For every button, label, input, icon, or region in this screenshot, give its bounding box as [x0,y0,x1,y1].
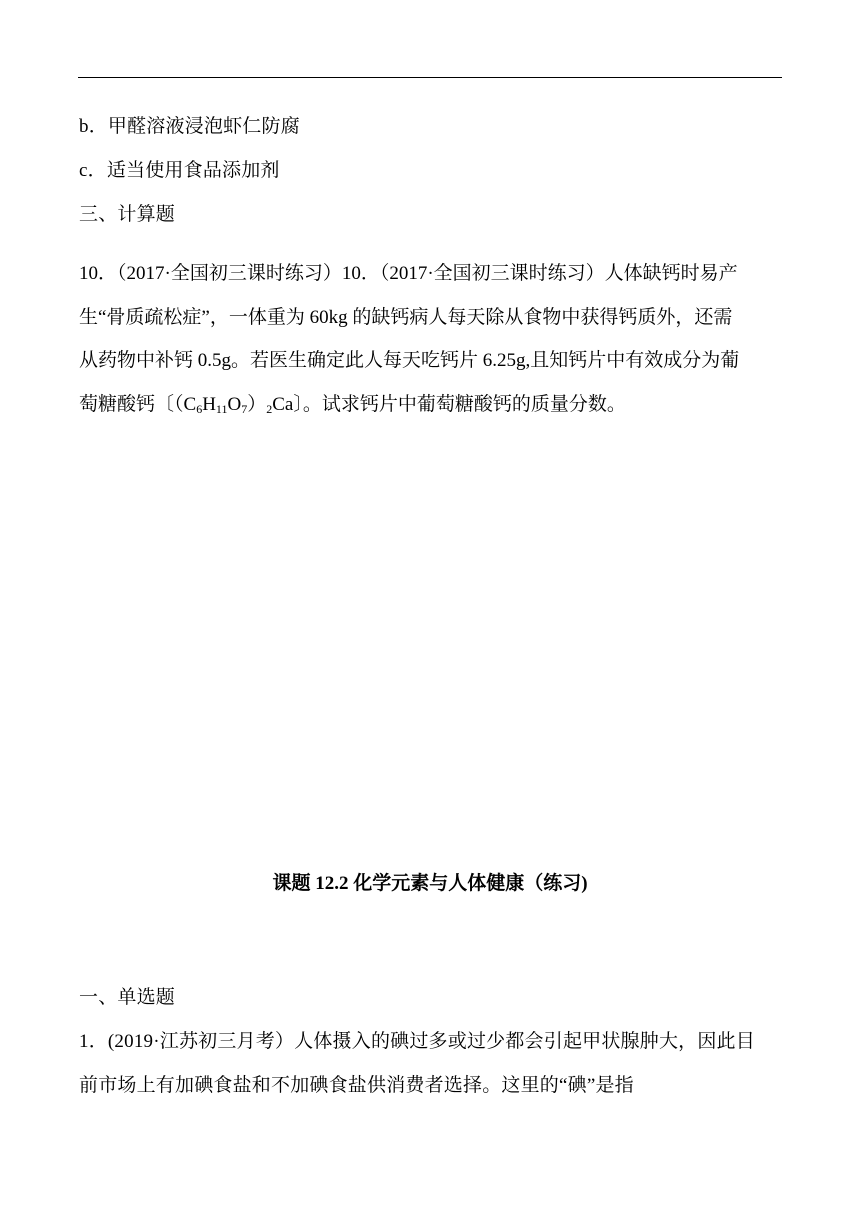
option-c: c．适当使用食品添加剂 [79,160,280,181]
problem-10 [79,252,791,426]
lesson-title: 课题 12.2 化学元素与人体健康（练习) [272,873,588,894]
formula-h: H [202,393,216,415]
problem-10-line-2: 生“骨质疏松症”，一体重为 60kg 的缺钙病人每天除从食物中获得钙质外，还需 [79,306,733,328]
header-rule [78,77,782,78]
problem-1-line-2: 前市场上有加碘食盐和不加碘食盐供消费者选择。这里的“碘”是指 [79,1075,634,1096]
option-b: b．甲醛溶液浸泡虾仁防腐 [79,116,300,137]
formula-sub-o: 7 [241,401,248,416]
problem-10-line-4 [79,383,791,427]
formula-sub-h: 11 [215,401,228,416]
problem-10-line-3: 从药物中补钙 0.5g。若医生确定此人每天吃钙片 6.25g,且知钙片中有效成分为葡 [79,350,740,371]
section-heading-calculation: 三、计算题 [79,204,176,225]
section-heading-single-choice: 一、单选题 [79,987,176,1008]
formula-suffix: Ca〕。试求钙片中葡萄糖酸钙的质量分数。 [272,393,626,415]
formula-sub-c: 6 [196,401,203,416]
problem-1-line-1: 1．(2019·江苏初三月考）人体摄入的碘过多或过少都会引起甲状腺肿大，因此目 [79,1031,755,1052]
problem-10-line-1: 10．（2017·全国初三课时练习）10．（2017·全国初三课时练习）人体缺钙时易产 [79,263,738,284]
formula-paren-close: ） [247,393,267,415]
formula-sub-2: 2 [266,401,273,416]
formula-prefix: 萄糖酸钙〔（C [79,393,197,415]
formula-o: O [227,393,242,415]
